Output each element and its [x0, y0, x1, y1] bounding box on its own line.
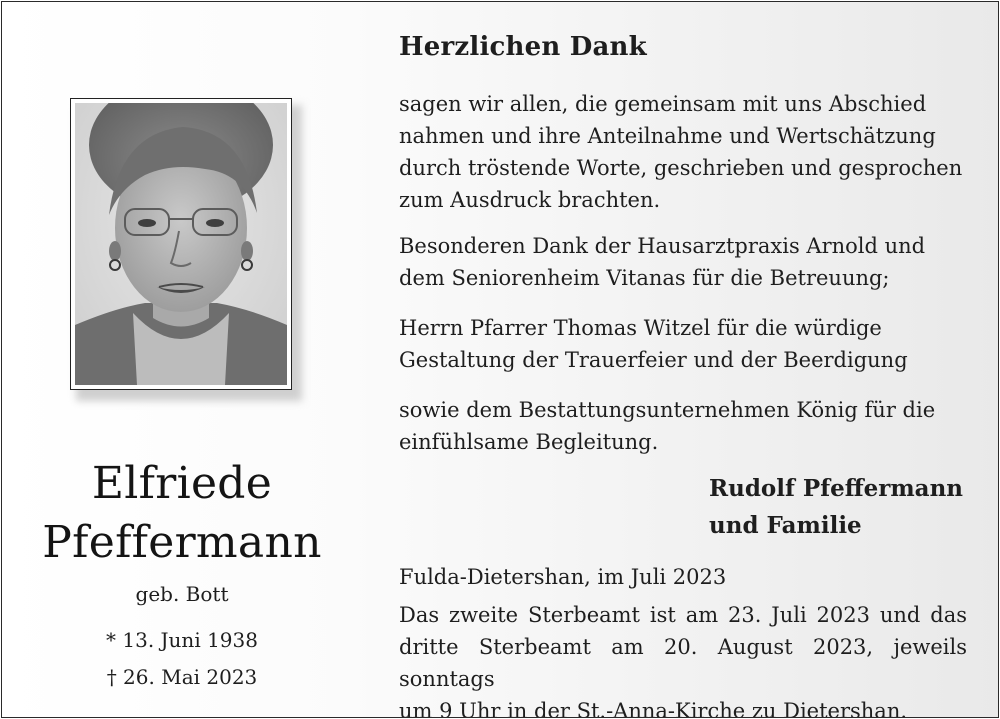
special-thanks-paragraph — [399, 230, 974, 294]
portrait-photo — [75, 103, 287, 385]
funeral-home-thanks-paragraph — [399, 394, 974, 458]
text-line: zum Ausdruck brachten. — [399, 188, 661, 212]
text-line: durch tröstende Worte, geschrieben und gesprochen — [399, 156, 963, 180]
text-line: einfühlsame Begleitung. — [399, 430, 659, 454]
text-line: sowie dem Bestattungsunternehmen König für die — [399, 398, 936, 422]
text-line: Besonderen Dank der Hausarztpraxis Arnold und — [399, 234, 926, 258]
pastor-thanks-paragraph — [399, 312, 974, 376]
deceased-first-name: Elfriede — [91, 458, 273, 509]
obituary-card — [1, 1, 999, 718]
portrait-illustration — [75, 103, 287, 385]
signature-line: und Familie — [709, 512, 862, 539]
signature — [709, 470, 963, 544]
heading: Herzlichen Dank — [399, 32, 647, 62]
mass-notice — [399, 599, 967, 718]
text-line: Herrn Pfarrer Thomas Witzel für die würdige — [399, 316, 882, 340]
place-date-line: Fulda-Dietershan, im Juli 2023 — [399, 565, 727, 589]
text-line: um 9 Uhr in der St.-Anna-Kirche zu Dietershan. — [399, 699, 908, 718]
death-date: † 26. Mai 2023 — [106, 665, 258, 689]
text-line: Das zweite Sterbeamt ist am 23. Juli 2023 und das — [399, 603, 967, 627]
thanks-paragraph — [399, 88, 974, 216]
birth-date: * 13. Juni 1938 — [106, 628, 258, 652]
portrait-frame — [70, 98, 292, 390]
text-line: dritte Sterbeamt am 20. August 2023, jeweils sonntags — [399, 635, 967, 691]
text-line: nahmen und ihre Anteilnahme und Wertschätzung — [399, 124, 936, 148]
place-date — [399, 561, 974, 593]
signature-line: Rudolf Pfeffermann — [709, 475, 964, 502]
text-line: Gestaltung der Trauerfeier und der Beerdigung — [399, 348, 908, 372]
text-line: sagen wir allen, die gemeinsam mit uns Abschied — [399, 92, 927, 116]
maiden-name: geb. Bott — [135, 582, 229, 606]
text-line: dem Seniorenheim Vitanas für die Betreuung; — [399, 266, 890, 290]
deceased-last-name: Pfeffermann — [42, 517, 322, 568]
